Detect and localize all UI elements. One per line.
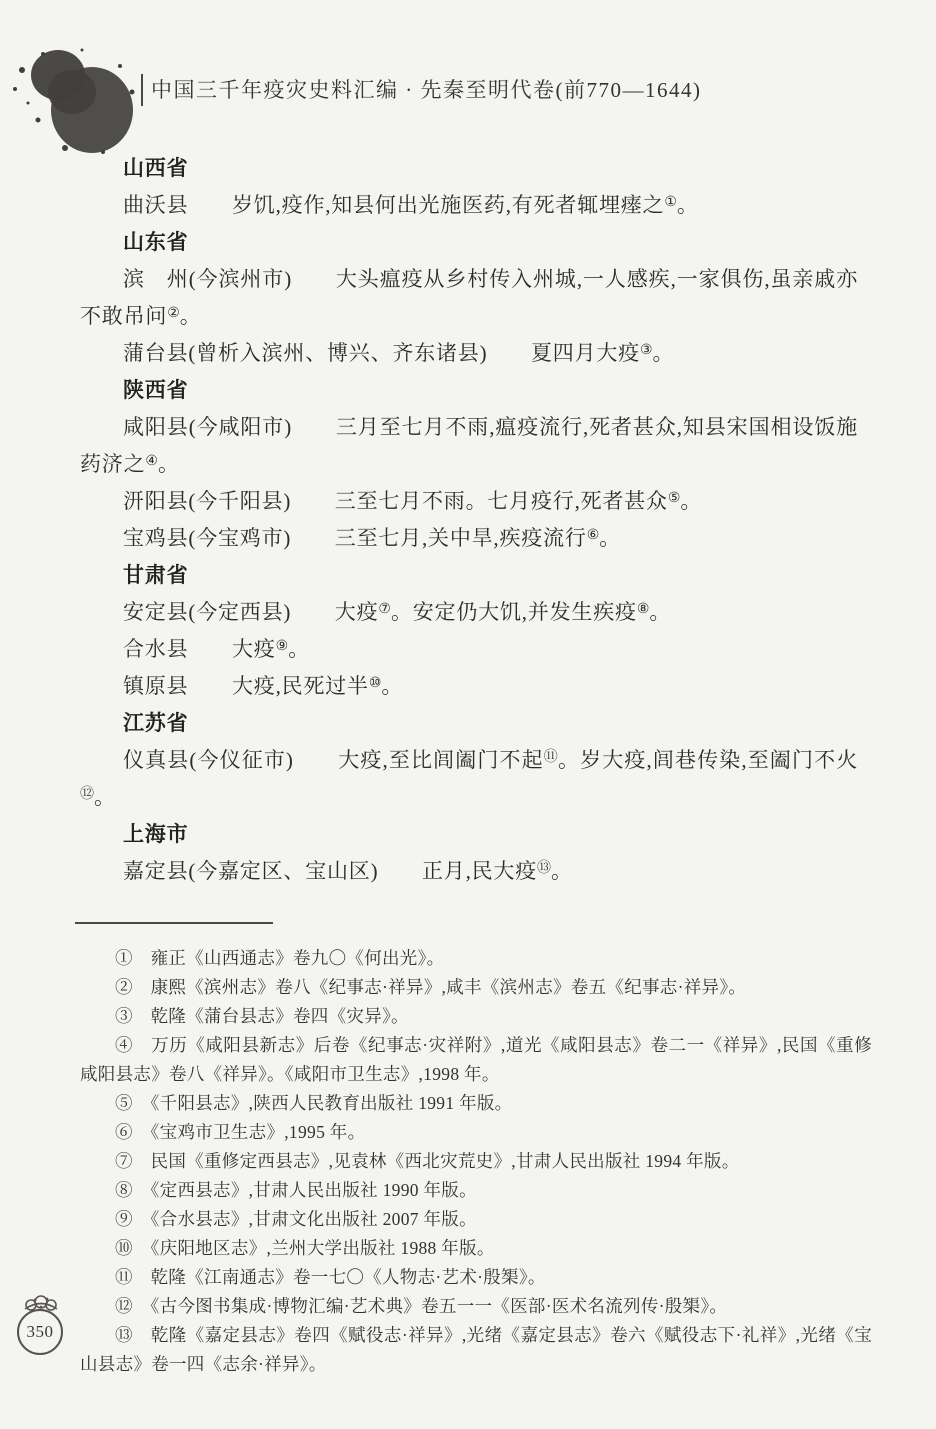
footnote-ref: ⑧ [636,602,650,617]
footnote-item: ④ 万历《咸阳县新志》后卷《纪事志·灾祥附》,道光《咸阳县志》卷二一《祥异》,民国《重修咸阳县志》卷八《祥异》。《咸阳市卫生志》,1998 年。 [80,1035,872,1084]
record-paragraph: 滨 州(今滨州市) 大头瘟疫从乡村传入州城,一人感疾,一家俱伤,虽亲戚亦不敢吊问②。 [80,267,858,328]
footnote-item: ⑪ 乾隆《江南通志》卷一七〇《人物志·艺术·殷榘》。 [115,1267,546,1287]
province-heading: 山西省 [123,156,189,180]
body-text [80,150,858,890]
record-paragraph: 咸阳县(今咸阳市) 三月至七月不雨,瘟疫流行,死者甚众,知县宋国相设饭施药济之④。 [80,415,858,476]
province-heading: 江苏省 [123,711,189,735]
page-number-badge [14,1294,68,1356]
footnote-ref: ④ [145,454,158,469]
page-number: 350 [17,1309,63,1355]
province-heading: 甘肃省 [123,563,189,587]
book-title: 中国三千年疫灾史料汇编 · 先秦至明代卷(前770—1644) [151,78,702,102]
footnote-ref: ⑫ [80,787,94,802]
footnote-item: ⑤ 《千阳县志》,陕西人民教育出版社 1991 年版。 [115,1093,513,1113]
footnote-item: ③ 乾隆《蒲台县志》卷四《灾异》。 [115,1006,409,1026]
record-paragraph: 合水县 大疫⑨。 [123,637,310,661]
footnote-item: ⑦ 民国《重修定西县志》,见袁林《西北灾荒史》,甘肃人民出版社 1994 年版。 [115,1151,740,1171]
record-paragraph: 曲沃县 岁饥,疫作,知县何出光施医药,有死者辄埋瘗之①。 [123,193,699,217]
footnote-item: ⑨ 《合水县志》,甘肃文化出版社 2007 年版。 [115,1209,477,1229]
footnote-item: ⑩ 《庆阳地区志》,兰州大学出版社 1988 年版。 [115,1238,495,1258]
footnote-item: ⑧ 《定西县志》,甘肃人民出版社 1990 年版。 [115,1180,477,1200]
province-heading: 上海市 [123,822,189,846]
record-paragraph: 安定县(今定西县) 大疫⑦。安定仍大饥,并发生疾疫⑧。 [123,600,672,624]
province-heading: 陕西省 [123,378,189,402]
record-paragraph: 镇原县 大疫,民死过半⑩。 [123,674,404,698]
footnote-ref: ⑦ [378,602,391,617]
footnote-ref: ⑪ [543,750,559,765]
footnotes [80,944,872,1379]
ink-blot-logo [8,48,140,156]
footnote-item: ⑬ 乾隆《嘉定县志》卷四《赋役志·祥异》,光绪《嘉定县志》卷六《赋役志下·礼祥》,光绪《宝山县志》卷一四《志余·祥异》。 [80,1325,872,1374]
record-paragraph: 汧阳县(今千阳县) 三至七月不雨。七月疫行,死者甚众⑤。 [123,489,703,513]
record-paragraph: 蒲台县(曾析入滨州、博兴、齐东诸县) 夏四月大疫③。 [123,341,675,365]
footnote-item: ⑥ 《宝鸡市卫生志》,1995 年。 [115,1122,366,1142]
footnote-ref: ⑩ [368,676,382,691]
footnote-ref: ⑨ [275,639,289,654]
record-paragraph: 仪真县(今仪征市) 大疫,至比闾阖门不起⑪。岁大疫,闾巷传染,至阖门不火⑫。 [80,748,858,809]
footnote-item: ② 康熙《滨州志》卷八《纪事志·祥异》,咸丰《滨州志》卷五《纪事志·祥异》。 [115,977,747,997]
page-header [0,0,936,150]
province-heading: 山东省 [123,230,189,254]
footnote-ref: ② [167,306,180,321]
footnote-divider [75,922,273,924]
footnote-item: ① 雍正《山西通志》卷九〇《何出光》。 [115,948,445,968]
record-paragraph: 宝鸡县(今宝鸡市) 三至七月,关中旱,疾疫流行⑥。 [123,526,622,550]
footnote-ref: ⑤ [667,491,681,506]
footnote-ref: ⑬ [537,861,552,876]
record-paragraph: 嘉定县(今嘉定区、宝山区) 正月,民大疫⑬。 [123,859,573,883]
footnote-ref: ① [664,195,677,210]
footnote-ref: ⑥ [586,528,600,543]
footnote-item: ⑫ 《古今图书集成·博物汇编·艺术典》卷五一一《医部·医术名流列传·殷榘》。 [115,1296,728,1316]
footnote-ref: ③ [639,343,653,358]
header-divider [141,74,143,106]
